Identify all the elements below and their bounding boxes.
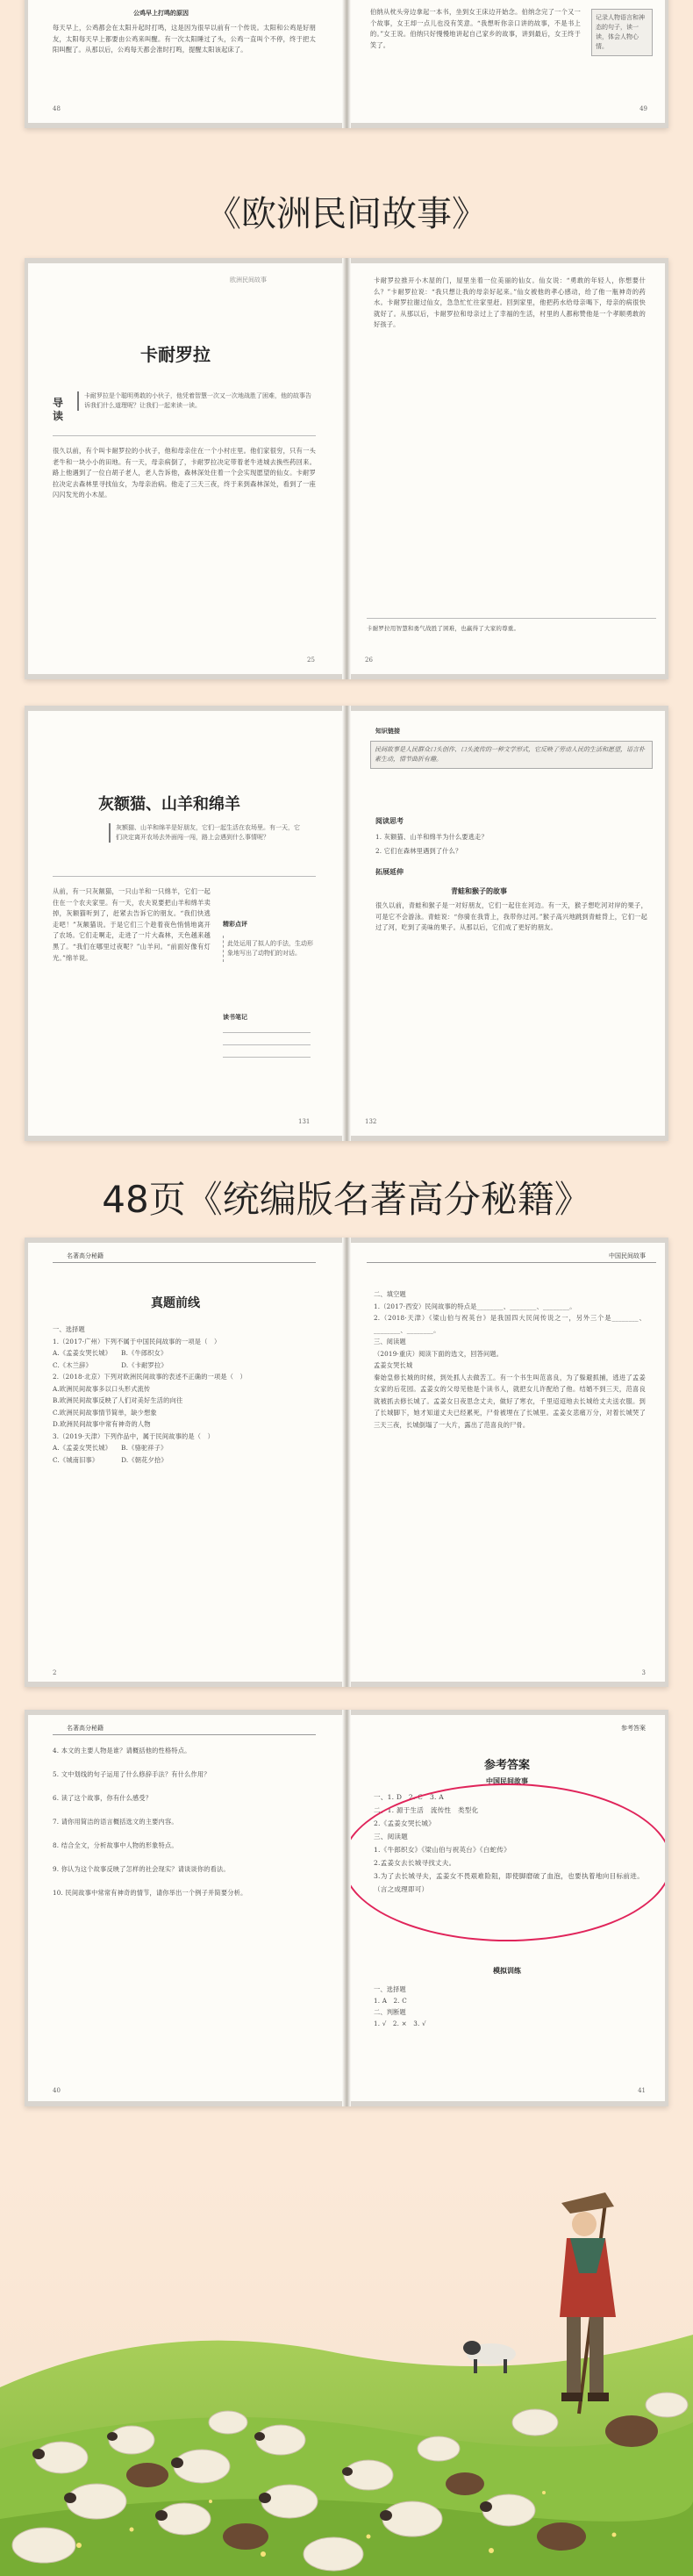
right-page [349, 1243, 665, 1682]
book-spread-5 [25, 1710, 668, 2106]
book-spread-3 [25, 706, 668, 1141]
note-line [223, 1032, 311, 1033]
mock-text: 一、选择题 1. A 2. C 二、判断题 1. √ 2. × 3. √ [374, 1985, 426, 2027]
page-number: 48 [53, 105, 61, 112]
question-2: 2. 它们在森林里遇到了什么？ [375, 847, 462, 855]
book-spread-4 [25, 1238, 668, 1687]
book-gutter [342, 1238, 351, 1687]
note-line [223, 1044, 311, 1045]
left-page [28, 0, 344, 123]
meadow-illustration [0, 2168, 693, 2576]
page-number: 131 [298, 1118, 311, 1125]
section-title: 真题前线 [151, 1296, 200, 1310]
page-header: 名著高分秘籍 [67, 1725, 104, 1732]
right-page [349, 1715, 665, 2101]
header-rule [53, 1262, 316, 1263]
left-page [28, 263, 344, 674]
page-number: 25 [307, 657, 315, 664]
book-gutter [342, 1710, 351, 2106]
exam-text: 4. 本文的主要人物是谁？请概括他的性格特点。 5. 文中划线的句子运用了什么修辞手法？有什么作用？ 6. 读了这个故事，你有什么感受？ 7. 请你用简洁的语言概括选文的主要内容。 8. 结合全文，分析故事中人物的形象特点。 9. 你认为这个故事反映了怎样的社会现实？请谈谈你的看法。 10. 民间故事中常常有神奇的情节，请你举出一个例子并简要分析。 [53, 1747, 247, 1897]
left-page [28, 711, 344, 1136]
book-spread-1 [25, 0, 668, 128]
highlight-circle [349, 1783, 665, 1941]
divider [53, 435, 316, 436]
right-page [349, 263, 665, 674]
divider [367, 618, 656, 619]
exam-text: 二、填空题 1.（2017·西安）民间故事的特点是________、________、________。 2.（2018·天津）《梁山伯与祝英台》是我国四大民间传说之一，另外三个是________、________、________。 三、阅读题 （2019·重庆）阅读下面的选文，回答问题。 孟姜女哭长城 秦始皇修长城的时候，到处抓人去做苦工。有一个书生叫范喜良，为了躲避抓捕，逃进了孟姜女家的后花园。孟姜女的父母见他是个读书人，就把女儿许配给了他。结婚不到三天，范喜良就被抓去修长城了。孟姜女日夜思念丈夫，做好了寒衣，千里迢迢地去长城给丈夫送衣服。到了长城脚下，她才知道丈夫已经累死，尸骨被埋在了长城里。孟姜女悲痛万分，对着长城哭了三天三夜，长城倒塌了一大片，露出了范喜良的尸骨。 [374, 1290, 646, 1429]
side-note: 此处运用了拟人的手法，生动形象地写出了动物们的对话。 [223, 936, 318, 962]
exam-text: 一、选择题 1.（2017·广州）下列不属于中国民间故事的一项是（ ） A.《孟姜女哭长城》 B.《牛郎织女》 C.《木兰辞》 D.《卡耐罗拉》 2.（2018·北京）下列对欧洲民间故事的表述不正确的一项是（ ） A.欧洲民间故事多以口头形式流传 B.欧洲民间故事反映了人们对美好生活的向往 C.欧洲民间故事情节简单，缺少想象 D.欧洲民间故事中常有神奇的人物 3.（2019·天津）下列作品中，属于民间故事的是（ ） A.《孟姜女哭长城》 B.《骆驼祥子》 C.《城南旧事》 D.《朝花夕拾》 [53, 1325, 246, 1464]
book-gutter [342, 258, 351, 679]
page-header: 公鸡早上打鸣的原因 [133, 9, 189, 17]
page-header: 欧洲民间故事 [230, 276, 267, 283]
question-1: 1. 灰额猫、山羊和绵羊为什么要逃走？ [375, 833, 488, 841]
header-rule [53, 1734, 316, 1735]
story-title: 灰额猫、山羊和绵羊 [98, 795, 240, 814]
body-text: 从前，有一只灰额猫，一只山羊和一只绵羊，它们一起住在一个农夫家里。有一天，农夫说要把山羊和绵羊卖掉，灰额猫听到了，赶紧去告诉它的朋友。“我们快逃走吧！”灰额猫说。于是它们三个趁着夜色悄悄地离开了农场。它们走啊走，走进了一片大森林，天色越来越黑了。“我们在哪里过夜呢？”山羊问。“前面好像有灯光。”绵羊说。 [53, 887, 211, 962]
extension-label: 拓展延伸 [375, 867, 404, 876]
left-page [28, 1243, 344, 1682]
section-heading: 48页《统编版名著高分秘籍》 [102, 1178, 591, 1221]
knowledge-label: 知识链接 [375, 727, 400, 735]
left-page [28, 1715, 344, 2101]
book-gutter [342, 706, 351, 1141]
section-heading: 《欧洲民间故事》 [206, 194, 487, 234]
knowledge-box: 民间故事是人民群众口头创作、口头流传的一种文学形式，它反映了劳动人民的生活和愿望，语言朴素生动，情节曲折有趣。 [370, 741, 653, 769]
header-rule [367, 1262, 656, 1263]
page-number: 41 [638, 2087, 646, 2094]
page-number: 26 [365, 657, 373, 664]
side-label: 读书笔记 [223, 1013, 247, 1021]
body-text: 很久以前，有个叫卡耐罗拉的小伙子，他和母亲住在一个小村庄里。他们家很穷，只有一头老牛和一块小小的田地。有一天，母亲病倒了，卡耐罗拉决定带着老牛进城去换些药回来。路上他遇到了一位白胡子老人，老人告诉他，森林深处住着一个会实现愿望的仙女。卡耐罗拉决定去森林里寻找仙女，为母亲治病。他走了三天三夜，终于来到森林深处，看到了一座闪闪发光的小木屋。 [53, 447, 316, 499]
side-note: 记录人物语言和神态的句子，读一读，体会人物心情。 [591, 9, 653, 56]
side-label: 精彩点评 [223, 920, 247, 928]
extension-text: 很久以前，青蛙和猴子是一对好朋友，它们一起住在河边。有一天，猴子想吃河对岸的果子，可是它不会游泳。青蛙说：“你骑在我背上，我带你过河。”猴子高兴地跳到青蛙背上，它们一起过了河，吃到了美味的果子。从那以后，它们成了更好的朋友。 [375, 901, 647, 932]
body-text: 每天早上，公鸡都会在太阳升起时打鸣，这是因为很早以前有一个传说。太阳和公鸡是好朋友，太阳每天早上都要由公鸡来叫醒。有一次太阳睡过了头，公鸡一直叫个不停，终于把太阳叫醒了。从那以后，公鸡每天都会准时打鸣，提醒太阳该起床了。 [53, 24, 316, 54]
question-label: 阅读思考 [375, 816, 404, 825]
intro-text: 灰额猫、山羊和绵羊是好朋友，它们一起生活在农场里。有一天，它们决定离开农场去外面闯一闯，路上会遇到什么事情呢？ [109, 823, 300, 843]
page-number: 3 [641, 1669, 646, 1676]
intro-label: 导读 [53, 397, 64, 422]
page-header: 参考答案 [621, 1725, 646, 1732]
body-text: 伯纳从枕头旁边拿起一本书，坐到女王床边开始念。伯纳念完了一个又一个故事，女王却一点儿也没有笑意。“我想听你亲口讲的故事，不是书上的。”女王说。伯纳只好慢慢地讲起自己家乡的故事，讲到最后，女王终于笑了。 [370, 8, 581, 49]
foot-text: 卡耐罗拉用智慧和勇气战胜了困难，也赢得了大家的尊重。 [367, 625, 520, 632]
extension-title: 青蛙和猴子的故事 [451, 886, 507, 895]
answers-subtitle: 中国民间故事 [486, 1776, 528, 1785]
page-header: 中国民间故事 [609, 1252, 646, 1259]
intro-text: 卡耐罗拉是个聪明勇敢的小伙子，他凭着智慧一次又一次地战胜了困难，他的故事告诉我们什么道理呢？让我们一起来读一读。 [77, 391, 314, 411]
page-header: 名著高分秘籍 [67, 1252, 104, 1259]
answers-title: 参考答案 [483, 1759, 530, 1772]
page-number: 49 [639, 105, 647, 112]
right-page [349, 711, 665, 1136]
book-gutter [342, 0, 351, 128]
page-number: 40 [53, 2087, 61, 2094]
divider [53, 876, 316, 877]
answers-text: 一、1. D 2. C 3. A 二、1. 源于生活 流传性 类型化 2.《孟姜女哭长城》 三、阅读题 1.《牛郎织女》《梁山伯与祝英台》《白蛇传》 2.孟姜女去长城寻找丈夫。 3.为了去长城寻夫，孟姜女不畏艰难险阻，即使脚磨破了血泡，也要执着地向目标前进。（言之成理即可） [374, 1793, 644, 1893]
page-number: 132 [365, 1118, 377, 1125]
book-spread-2 [25, 258, 668, 679]
mock-title: 模拟训练 [493, 1966, 521, 1975]
right-page [349, 0, 665, 123]
body-text: 卡耐罗拉推开小木屋的门，屋里坐着一位美丽的仙女。仙女说：“勇敢的年轻人，你想要什么？”卡耐罗拉说：“我只想让我的母亲好起来。”仙女被他的孝心感动，给了他一瓶神奇的药水。卡耐罗拉谢过仙女，急急忙忙往家里赶。回到家里，他把药水给母亲喝下，母亲的病很快就好了。从那以后，卡耐罗拉和母亲过上了幸福的生活，村里的人都称赞他是一个孝顺勇敢的好孩子。 [374, 276, 646, 329]
page-number: 2 [53, 1669, 57, 1676]
story-title: 卡耐罗拉 [140, 344, 211, 365]
note-line [223, 1057, 311, 1058]
